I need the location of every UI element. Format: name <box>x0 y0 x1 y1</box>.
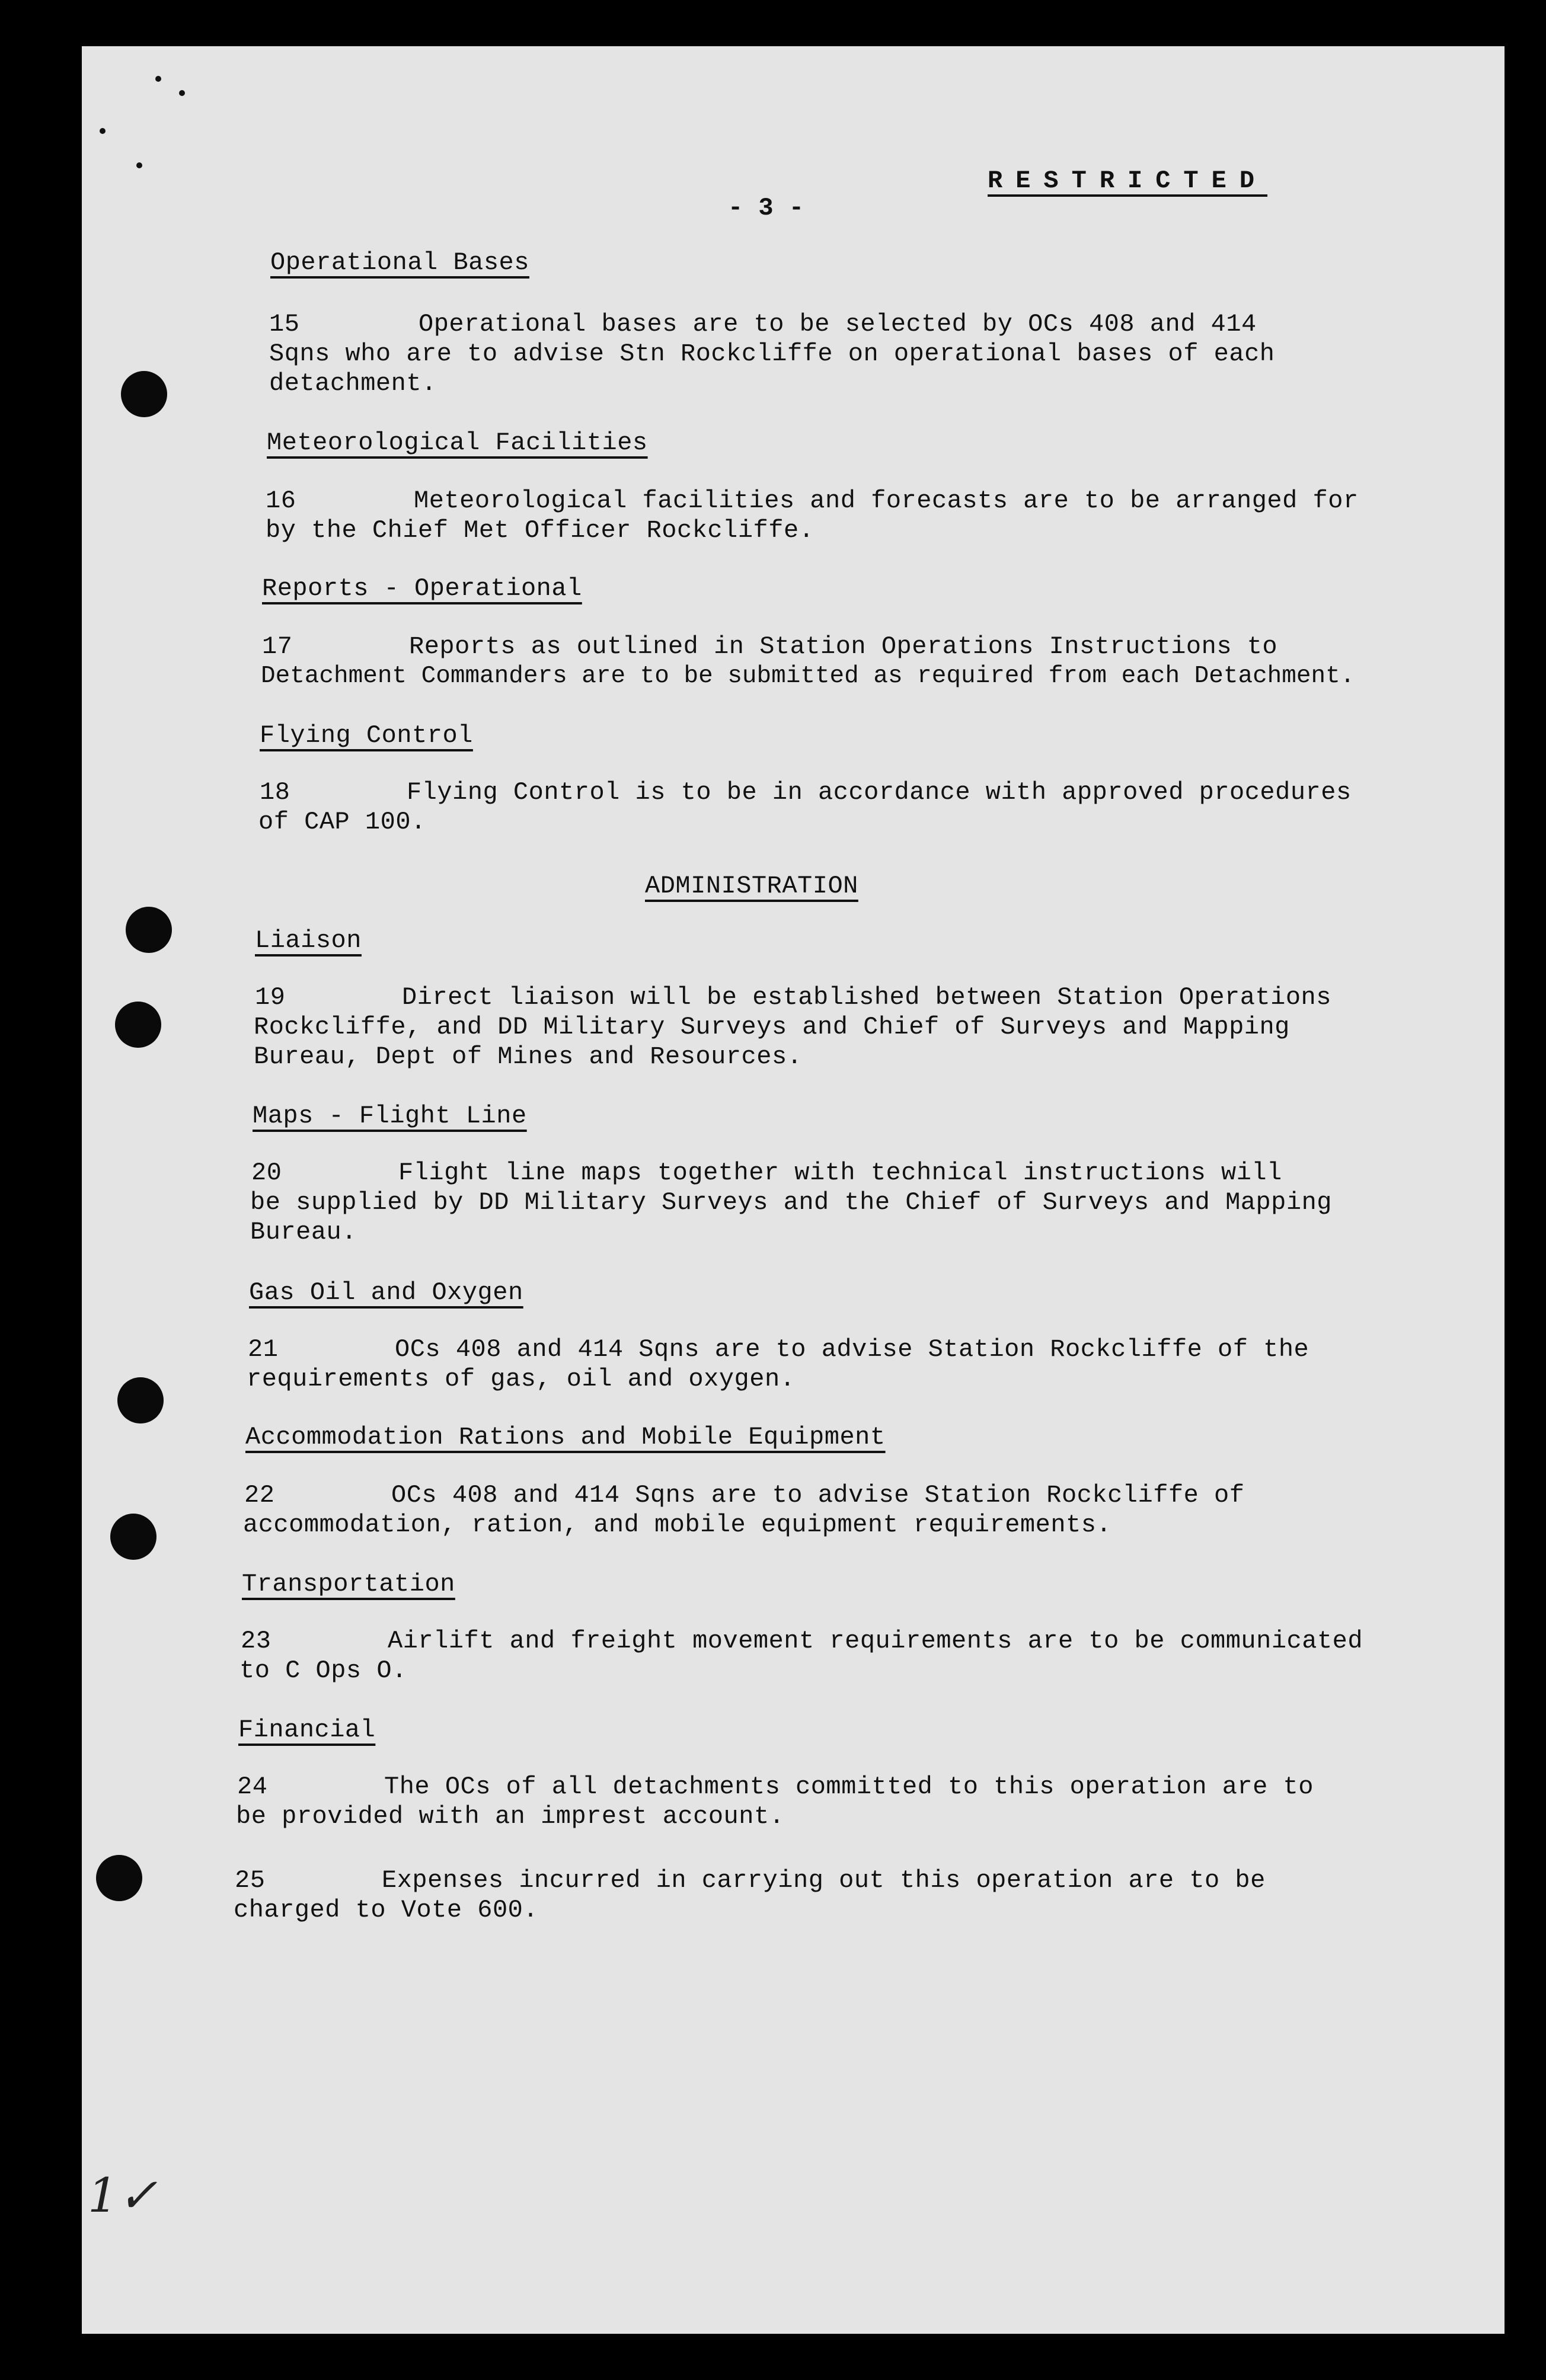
punch-hole <box>115 1002 161 1048</box>
administration-title: ADMINISTRATION <box>645 872 858 900</box>
punch-hole <box>110 1514 156 1560</box>
punch-hole <box>121 371 167 417</box>
paragraph-number: 15 <box>269 310 300 338</box>
paragraph-line: of CAP 100. <box>258 808 426 836</box>
paragraph-line: be supplied by DD Military Surveys and the Chief of Surveys and Mapping <box>250 1188 1332 1217</box>
paragraph-number: 20 <box>251 1159 282 1187</box>
section-heading: Maps - Flight Line <box>253 1102 527 1130</box>
section-heading: Reports - Operational <box>262 574 582 603</box>
paragraph-number: 23 <box>241 1627 271 1655</box>
paragraph-line: Airlift and freight movement requirements are to be communicated <box>388 1627 1363 1655</box>
speck <box>155 76 161 82</box>
page-number: - 3 - <box>728 194 804 222</box>
handwritten-check-mark: 1✓ <box>88 2168 158 2223</box>
paragraph-line: Bureau, Dept of Mines and Resources. <box>254 1042 803 1071</box>
paragraph-line: Reports as outlined in Station Operations Instructions to <box>409 632 1278 661</box>
speck <box>136 162 142 168</box>
paragraph-line: Sqns who are to advise Stn Rockcliffe on operational bases of each <box>269 340 1275 368</box>
section-heading: Transportation <box>242 1570 455 1598</box>
paragraph-line: OCs 408 and 414 Sqns are to advise Station Rockcliffe of the <box>395 1335 1309 1364</box>
section-heading: Operational Bases <box>270 248 529 277</box>
paragraph-line: Meteorological facilities and forecasts are to be arranged for <box>414 487 1359 515</box>
paragraph-number: 19 <box>255 983 286 1012</box>
paragraph-number: 24 <box>237 1773 268 1801</box>
paragraph-line: by the Chief Met Officer Rockcliffe. <box>266 516 814 545</box>
paragraph-line: charged to Vote 600. <box>234 1896 539 1924</box>
paragraph-number: 18 <box>260 778 290 807</box>
paragraph-line: detachment. <box>269 369 437 398</box>
classification-header: RESTRICTED <box>988 167 1268 195</box>
paragraph-number: 22 <box>244 1481 275 1509</box>
section-heading: Accommodation Rations and Mobile Equipment <box>245 1423 886 1451</box>
paragraph-line: be provided with an imprest account. <box>236 1802 785 1831</box>
paragraph-line: Flight line maps together with technical instructions will <box>398 1159 1282 1187</box>
paragraph-line: to C Ops O. <box>239 1656 407 1685</box>
section-heading: Financial <box>238 1716 376 1744</box>
document-page <box>82 46 1505 2334</box>
paragraph-line: accommodation, ration, and mobile equipment requirements. <box>243 1511 1112 1539</box>
paragraph-line: Operational bases are to be selected by OCs 408 and 414 <box>419 310 1257 338</box>
punch-hole <box>117 1377 164 1423</box>
paragraph-line: Detachment Commanders are to be submitted as required from each Detachment. <box>261 663 1355 690</box>
paragraph-line: Bureau. <box>250 1218 357 1246</box>
speck <box>100 128 106 134</box>
paragraph-line: Direct liaison will be established between Station Operations <box>402 983 1331 1012</box>
paragraph-line: Rockcliffe, and DD Military Surveys and Chief of Surveys and Mapping <box>254 1013 1290 1041</box>
paragraph-number: 21 <box>248 1335 279 1364</box>
paragraph-number: 16 <box>266 487 296 515</box>
paragraph-line: Flying Control is to be in accordance with approved procedures <box>407 778 1352 807</box>
paragraph-line: The OCs of all detachments committed to this operation are to <box>384 1773 1314 1801</box>
speck <box>179 90 185 96</box>
paragraph-number: 17 <box>262 632 293 661</box>
paragraph-line: OCs 408 and 414 Sqns are to advise Station Rockcliffe of <box>391 1481 1245 1509</box>
section-heading: Meteorological Facilities <box>267 428 648 457</box>
paragraph-line: Expenses incurred in carrying out this operation are to be <box>382 1866 1266 1895</box>
section-heading: Gas Oil and Oxygen <box>249 1278 523 1307</box>
punch-hole <box>126 907 172 953</box>
punch-hole <box>96 1855 142 1901</box>
section-heading: Flying Control <box>260 721 473 750</box>
paragraph-line: requirements of gas, oil and oxygen. <box>247 1365 796 1393</box>
section-heading: Liaison <box>255 926 362 955</box>
paragraph-number: 25 <box>235 1866 266 1895</box>
